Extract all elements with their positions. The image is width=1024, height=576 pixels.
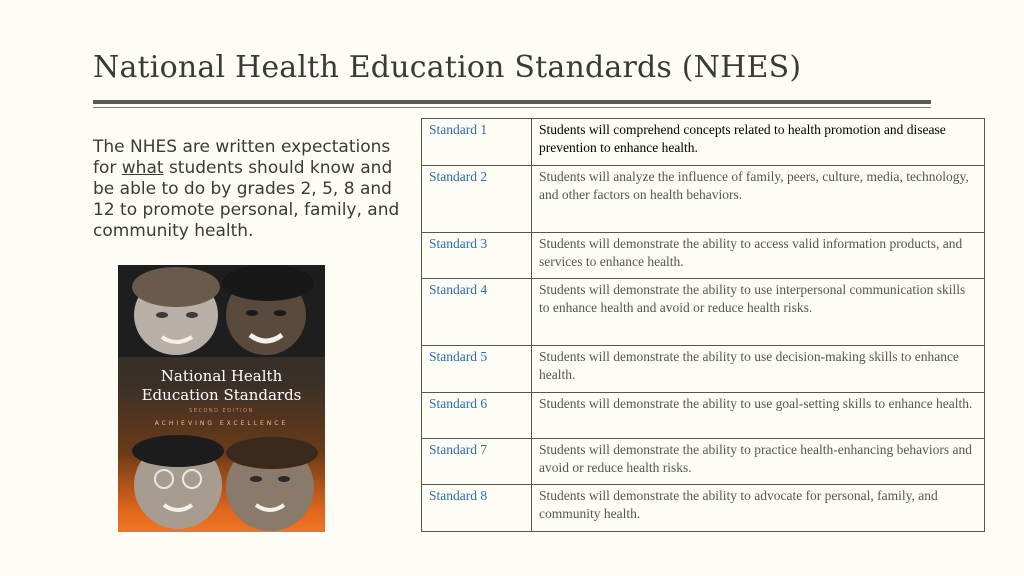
standard-label: Standard 3 [422,233,532,279]
standard-label: Standard 8 [422,485,532,532]
standard-label: Standard 4 [422,279,532,346]
intro-emphasis-what: what [121,158,164,178]
book-cover-image [118,265,325,532]
standard-description: Students will comprehend concepts related to health promotion and disease prevention to enhance health. [532,119,985,166]
title-divider-thick [93,100,931,104]
title-divider-thin [93,107,931,108]
standard-description: Students will demonstrate the ability to use interpersonal communication skills to enhance health and avoid or reduce health risks. [532,279,985,346]
standard-description: Students will analyze the influence of family, peers, culture, media, technology, and other factors on health behaviors. [532,166,985,233]
intro-paragraph [93,137,408,242]
standard-label: Standard 6 [422,393,532,439]
intro-text-end: students should know and be able to do by grades 2, 5, 8 and 12 to promote personal, family, and community health. [93,158,400,241]
cover-title-line1: National Health [160,367,283,385]
table-row [422,166,985,233]
cover-edition: SECOND EDITION [189,408,254,414]
cover-title [118,367,325,405]
table-row [422,233,985,279]
cover-title-line2: Education Standards [141,386,302,404]
standard-description: Students will demonstrate the ability to practice health-enhancing behaviors and avoid or reduce health risks. [532,439,985,485]
table-row [422,119,985,166]
standard-label: Standard 5 [422,346,532,393]
standard-label: Standard 2 [422,166,532,233]
standard-description: Students will demonstrate the ability to access valid information products, and services to enhance health. [532,233,985,279]
intro-text-start: The NHES are written expectations for [93,137,391,178]
standards-table [421,118,985,532]
standard-label: Standard 1 [422,119,532,166]
table-row [422,393,985,439]
table-row [422,279,985,346]
page-title: National Health Education Standards (NHES) [93,50,802,85]
table-row [422,346,985,393]
cover-subtitle: ACHIEVING EXCELLENCE [154,420,289,427]
standard-description: Students will demonstrate the ability to use decision-making skills to enhance health. [532,346,985,393]
standard-description: Students will demonstrate the ability to advocate for personal, family, and community health. [532,485,985,532]
standard-label: Standard 7 [422,439,532,485]
table-row [422,485,985,532]
table-row [422,439,985,485]
standard-description: Students will demonstrate the ability to use goal-setting skills to enhance health. [532,393,985,439]
